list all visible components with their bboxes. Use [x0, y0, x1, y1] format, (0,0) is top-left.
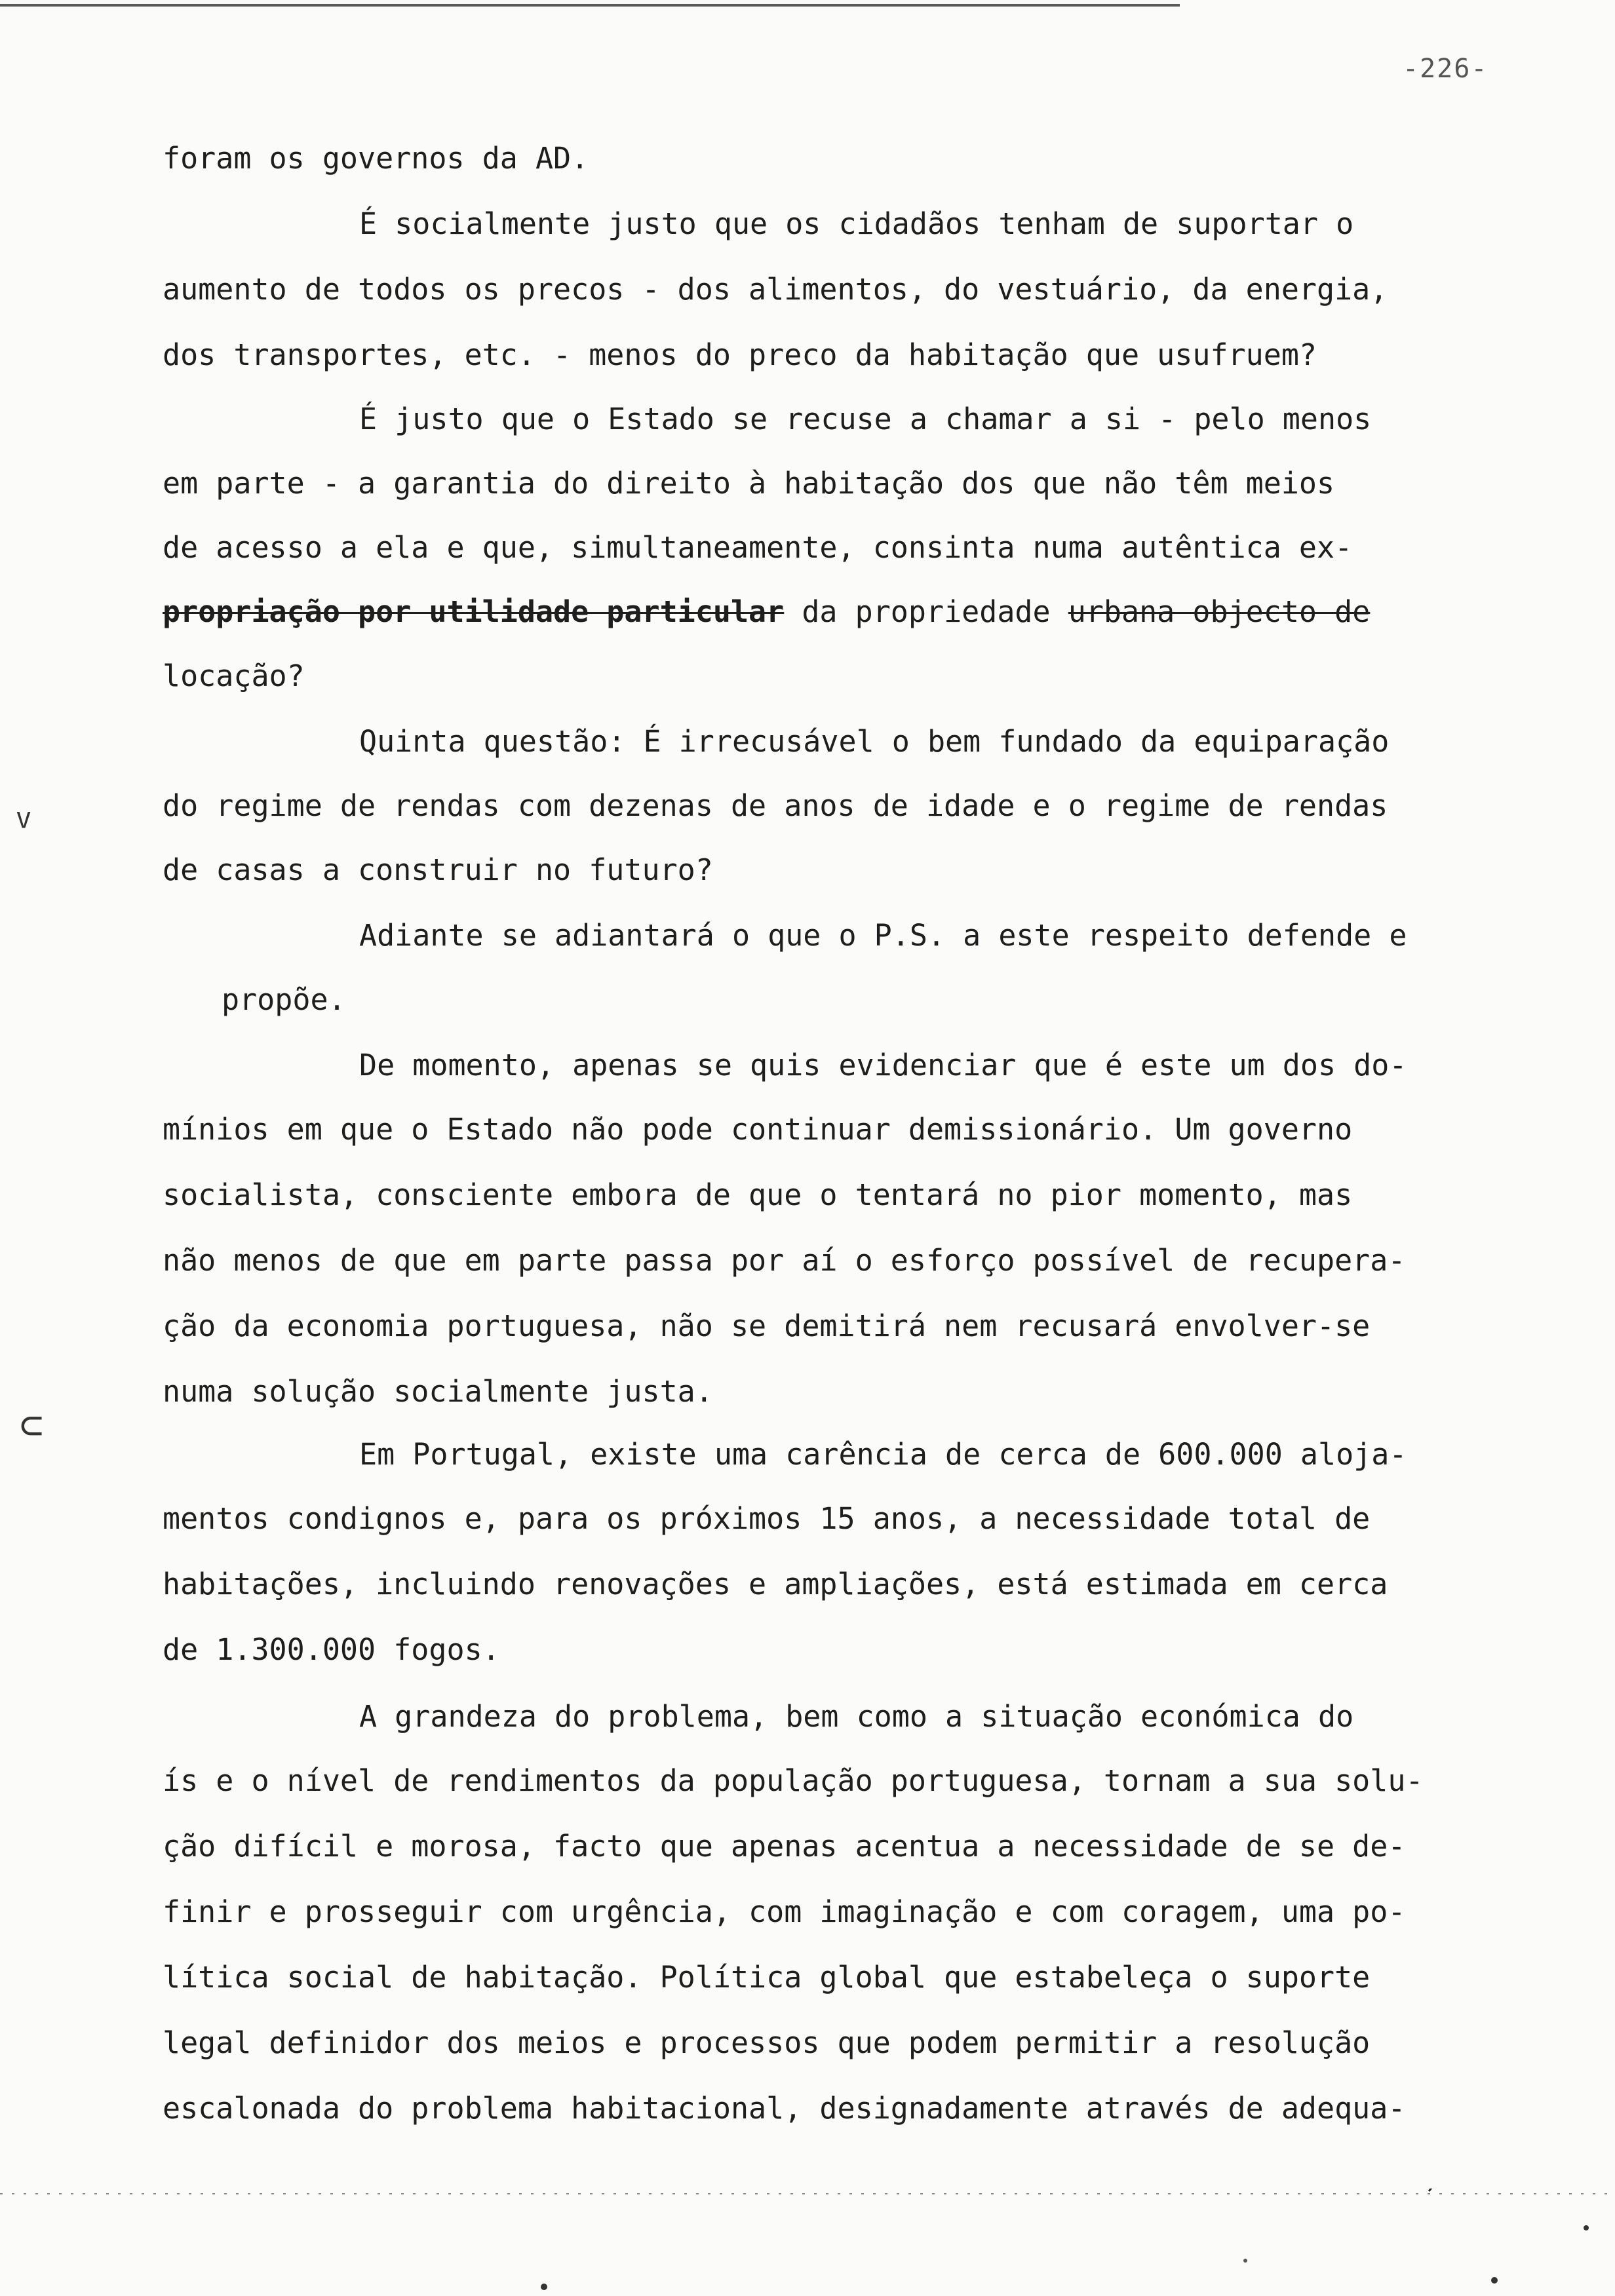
text-line: ção difícil e morosa, facto que apenas acentua a necessidade de se de- — [163, 1829, 1406, 1864]
text-line: locação? — [163, 659, 305, 693]
struck-text: propriação por utilidade particular — [163, 594, 785, 629]
margin-mark-icon: ⱽ — [12, 805, 36, 851]
text-line: do regime de rendas com dezenas de anos de idade e o regime de rendas — [163, 788, 1388, 823]
margin-bracket-icon: ⊂ — [20, 1402, 44, 1448]
text-line: de 1.300.000 fogos. — [163, 1632, 500, 1667]
text-line: escalonada do problema habitacional, designadamente através de adequa- — [163, 2091, 1406, 2126]
text-line: É socialmente justo que os cidadãos tenham de suportar o — [359, 206, 1354, 241]
text-line: socialista, consciente embora de que o tentará no pior momento, mas — [163, 1177, 1353, 1212]
text-line: Adiante se adiantará o que o P.S. a este respeito defende e — [359, 918, 1407, 953]
text-line: finir e prosseguir com urgência, com imaginação e com coragem, uma po- — [163, 1894, 1406, 1929]
text-line: mentos condignos e, para os próximos 15 anos, a necessidade total de — [163, 1501, 1371, 1536]
text-line: dos transportes, etc. - menos do preco da habitação que usufruem? — [163, 337, 1317, 372]
text-line: de acesso a ela e que, simultaneamente, consinta numa autêntica ex- — [163, 530, 1353, 565]
text-line: De momento, apenas se quis evidenciar que é este um dos do- — [359, 1048, 1407, 1082]
text-line: ís e o nível de rendimentos da população portuguesa, tornam a sua solu- — [163, 1763, 1424, 1798]
text-line: aumento de todos os precos - dos alimentos, do vestuário, da energia, — [163, 272, 1388, 307]
struck-text: urbana objecto de — [1068, 594, 1371, 629]
plain-text: da propriedade — [784, 594, 1068, 629]
text-line: propõe. — [222, 982, 346, 1017]
scan-noise — [0, 2189, 1615, 2293]
text-line-mixed — [163, 592, 1370, 632]
text-line: ção da economia portuguesa, não se demitirá nem recusará envolver-se — [163, 1309, 1371, 1343]
text-line: de casas a construir no futuro? — [163, 852, 713, 887]
text-line: mínios em que o Estado não pode continuar demissionário. Um governo — [163, 1112, 1353, 1147]
text-line: em parte - a garantia do direito à habitação dos que não têm meios — [163, 466, 1335, 501]
text-line: não menos de que em parte passa por aí o esforço possível de recupera- — [163, 1243, 1406, 1278]
text-line: A grandeza do problema, bem como a situação económica do — [359, 1699, 1354, 1734]
text-line: É justo que o Estado se recuse a chamar a si - pelo menos — [359, 402, 1372, 436]
text-line: foram os governos da AD. — [163, 141, 589, 176]
text-line: Em Portugal, existe uma carência de cerca de 600.000 aloja- — [359, 1437, 1407, 1472]
text-line: numa solução socialmente justa. — [163, 1374, 713, 1409]
text-line: legal definidor dos meios e processos que podem permitir a resolução — [163, 2025, 1371, 2060]
page-number: -226- — [1403, 54, 1489, 84]
top-rule — [0, 4, 1180, 7]
text-line: habitações, incluindo renovações e ampliações, está estimada em cerca — [163, 1567, 1388, 1601]
text-line: lítica social de habitação. Política global que estabeleça o suporte — [163, 1960, 1371, 1995]
text-line: Quinta questão: É irrecusável o bem fundado da equiparação — [359, 724, 1390, 759]
